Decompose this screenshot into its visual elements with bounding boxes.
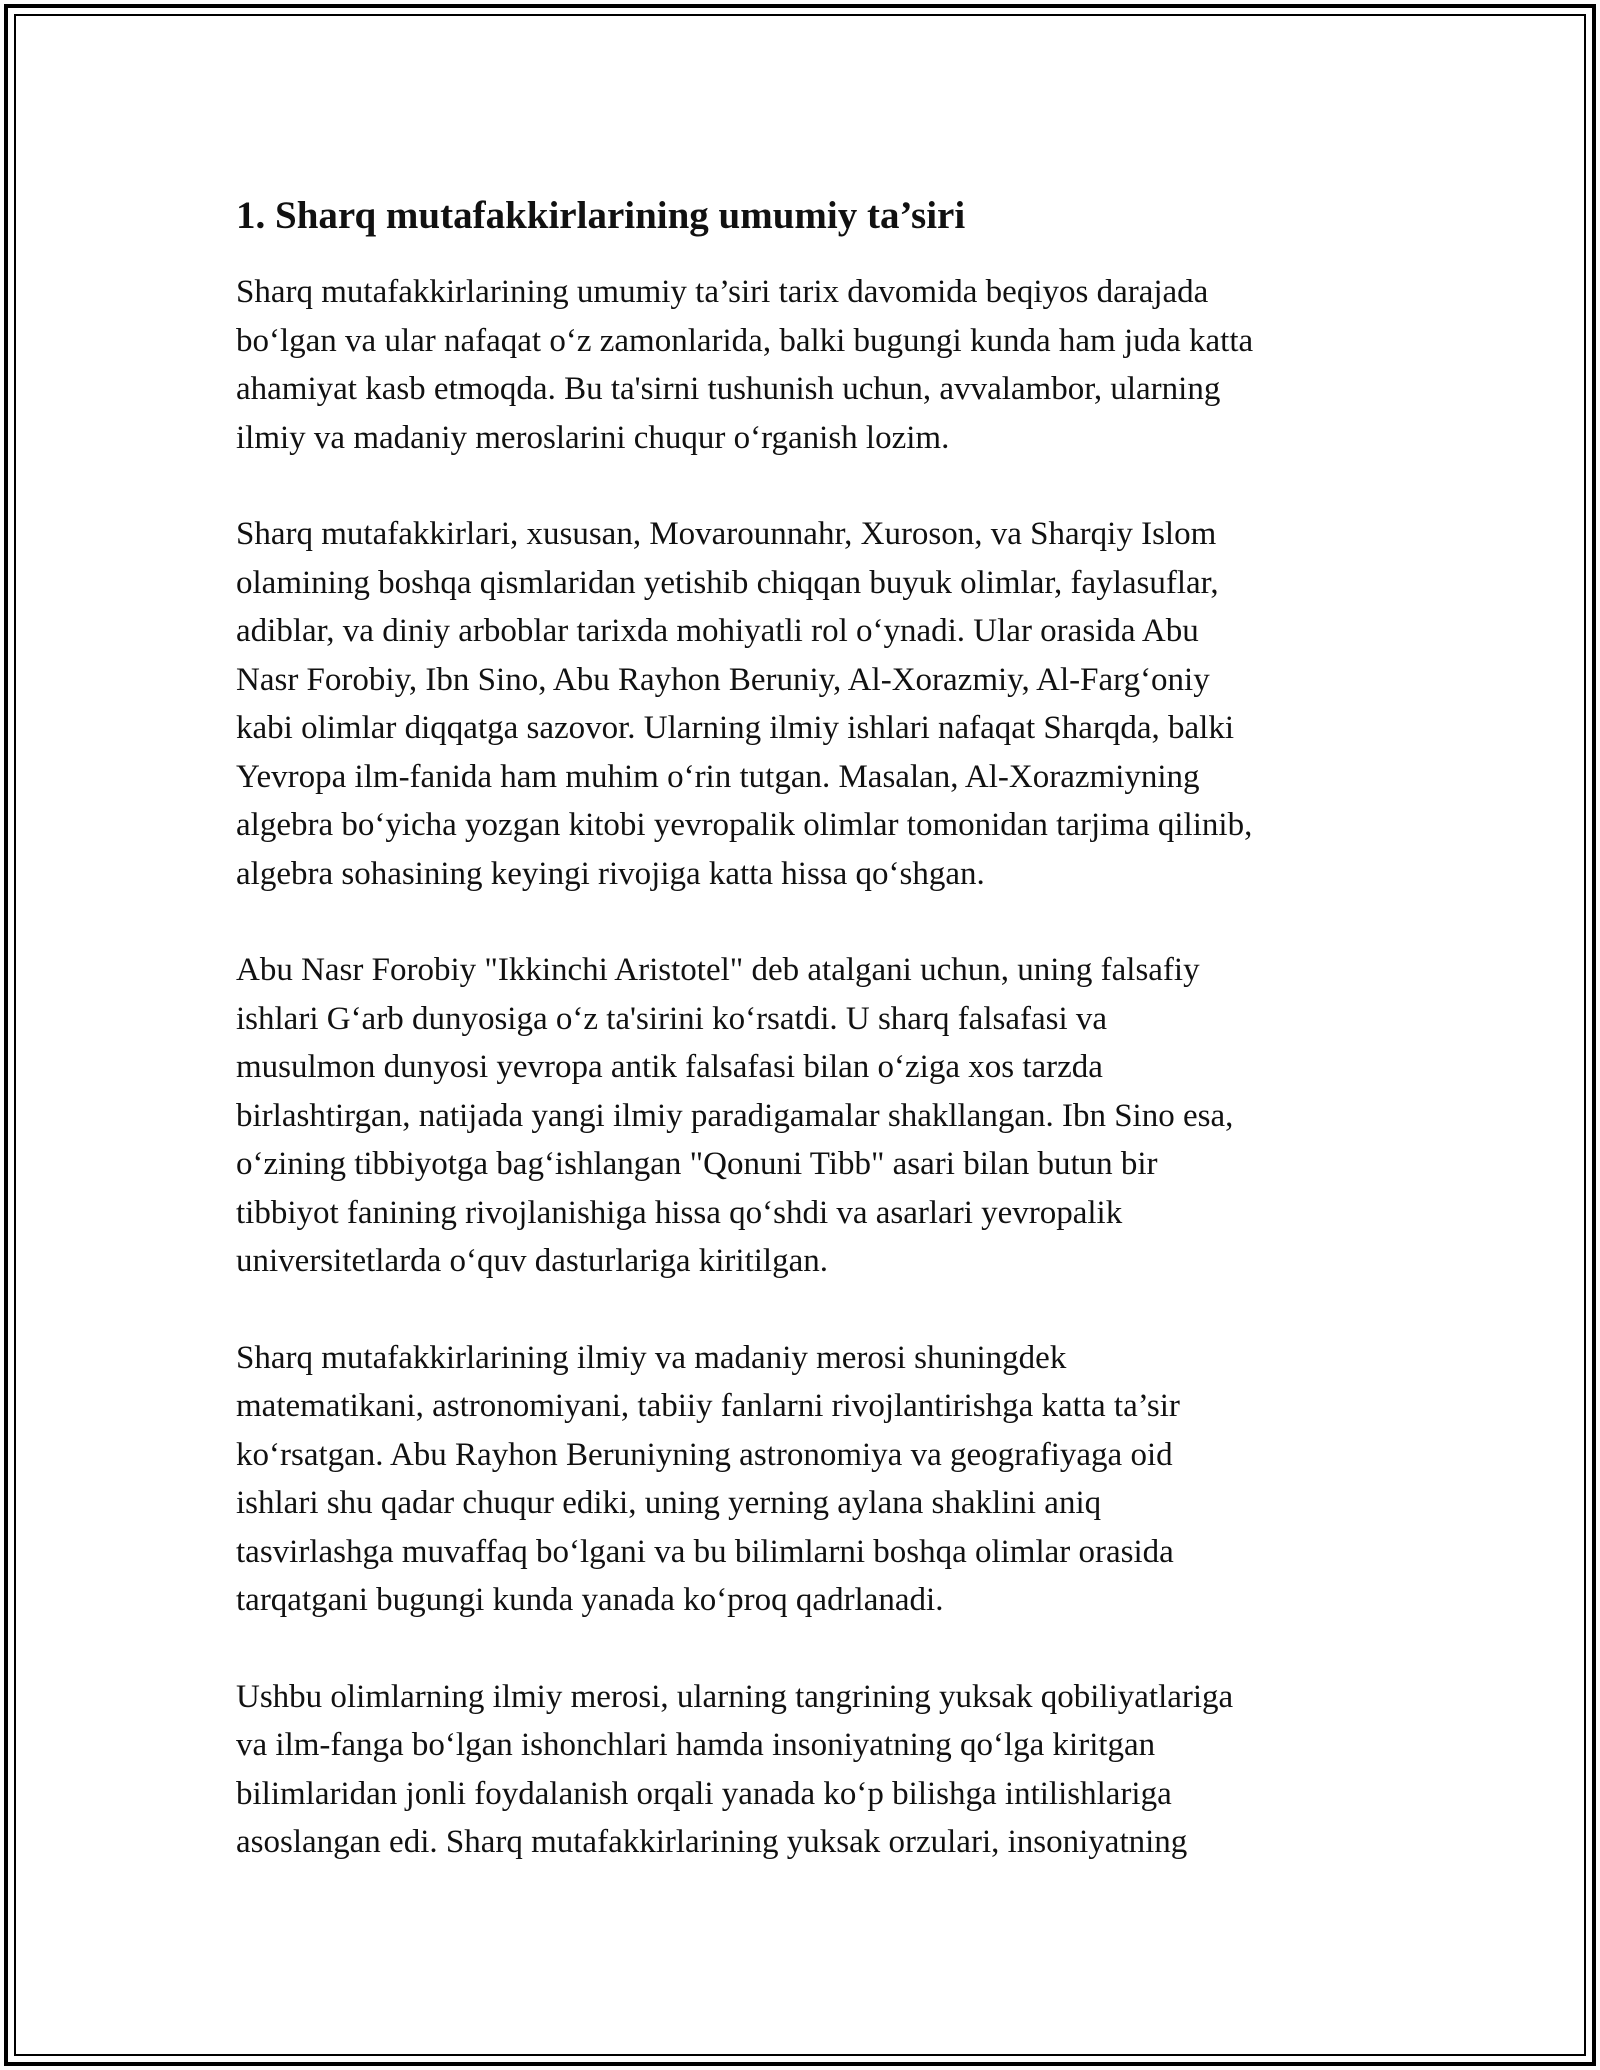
text-line: asoslangan edi. Sharq mutafakkirlarining yuksak orzulari, insoniyatning — [236, 1824, 1188, 1860]
paragraph-2 — [236, 510, 1376, 898]
text-line: bo‘lgan va ular nafaqat o‘z zamonlarida, balki bugungi kunda ham juda katta — [236, 322, 1254, 359]
text-line: birlashtirgan, natijada yangi ilmiy paradigamalar shakllangan. Ibn Sino esa, — [236, 1097, 1234, 1134]
text-line: algebra bo‘yicha yozgan kitobi yevropalik olimlar tomonidan tarjima qilinib, — [236, 807, 1253, 843]
text-line: tarqatgani bugungi kunda yanada ko‘proq qadrlanadi. — [236, 1582, 944, 1618]
text-line: ilmiy va madaniy meroslarini chuqur o‘rganish lozim. — [236, 419, 950, 456]
text-line: Abu Nasr Forobiy "Ikkinchi Aristotel" deb atalgani uchun, uning falsafiy — [236, 952, 1200, 988]
text-line: Yevropa ilm-fanida ham muhim o‘rin tutgan. Masalan, Al-Xorazmiyning — [236, 758, 1200, 795]
paragraph-5 — [236, 1673, 1376, 1867]
text-line: algebra sohasining keyingi rivojiga katta hissa qo‘shgan. — [236, 855, 985, 892]
text-line: adiblar, va diniy arboblar tarixda mohiyatli rol o‘ynadi. Ular orasida Abu — [236, 613, 1199, 649]
document-body — [236, 190, 1376, 1915]
text-line: tibbiyot fanining rivojlanishiga hissa qo‘shdi va asarlari yevropalik — [236, 1194, 1123, 1231]
text-line: Ushbu olimlarning ilmiy merosi, ularning tangrining yuksak qobiliyatlariga — [236, 1678, 1234, 1715]
text-line: ahamiyat kasb etmoqda. Bu ta'sirni tushunish uchun, avvalambor, ularning — [236, 371, 1221, 407]
text-line: o‘zining tibbiyotga bag‘ishlangan "Qonuni Tibb" asari bilan butun bir — [236, 1146, 1158, 1182]
text-line: bilimlaridan jonli foydalanish orqali yanada ko‘p bilishga intilishlariga — [236, 1775, 1172, 1812]
text-line: va ilm-fanga bo‘lgan ishonchlari hamda insoniyatning qo‘lga kiritgan — [236, 1727, 1156, 1763]
text-line: ishlari shu qadar chuqur ediki, uning yerning aylana shaklini aniq — [236, 1485, 1102, 1521]
text-line: Sharq mutafakkirlari, xususan, Movarounnahr, Xuroson, va Sharqiy Islom — [236, 516, 1217, 552]
text-line: Sharq mutafakkirlarining umumiy ta’siri tarix davomida beqiyos darajada — [236, 274, 1209, 310]
text-line: universitetlarda o‘quv dasturlariga kiritilgan. — [236, 1243, 828, 1279]
text-line: kabi olimlar diqqatga sazovor. Ularning ilmiy ishlari nafaqat Sharqda, balki — [236, 710, 1234, 746]
text-line: olamining boshqa qismlaridan yetishib chiqqan buyuk olimlar, faylasuflar, — [236, 564, 1219, 601]
text-line: matematikani, astronomiyani, tabiiy fanlarni rivojlantirishga katta ta’sir — [236, 1388, 1180, 1424]
text-line: tasvirlashga muvaffaq bo‘lgani va bu bilimlarni boshqa olimlar orasida — [236, 1533, 1174, 1570]
paragraph-4 — [236, 1334, 1376, 1625]
paragraph-1 — [236, 268, 1376, 462]
section-heading: 1. Sharq mutafakkirlarining umumiy ta’siri — [236, 194, 966, 237]
text-line: musulmon dunyosi yevropa antik falsafasi bilan o‘ziga xos tarzda — [236, 1049, 1103, 1085]
text-line: ko‘rsatgan. Abu Rayhon Beruniyning astronomiya va geografiyaga oid — [236, 1436, 1173, 1473]
text-line: ishlari G‘arb dunyosiga o‘z ta'sirini ko‘rsatdi. U sharq falsafasi va — [236, 1000, 1108, 1037]
paragraph-3 — [236, 946, 1376, 1286]
text-line: Sharq mutafakkirlarining ilmiy va madaniy merosi shuningdek — [236, 1339, 1067, 1376]
text-line: Nasr Forobiy, Ibn Sino, Abu Rayhon Beruniy, Al-Xorazmiy, Al-Farg‘oniy — [236, 661, 1210, 698]
